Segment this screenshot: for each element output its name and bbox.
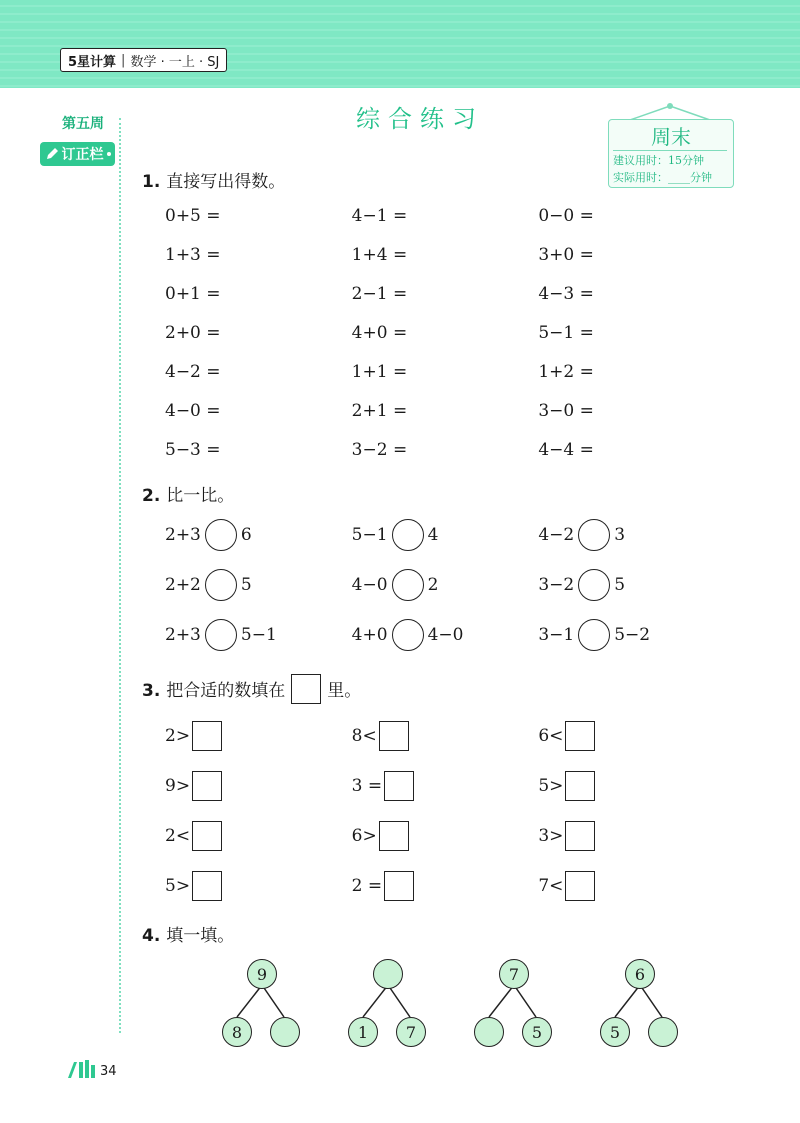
q3-item bbox=[352, 821, 539, 851]
q1-item[interactable]: 1+4 = bbox=[351, 244, 408, 265]
compare-circle[interactable] bbox=[578, 519, 610, 551]
q2-right: 5 bbox=[614, 575, 626, 595]
pencil-icon bbox=[45, 147, 59, 161]
q2-left: 2+2 bbox=[165, 575, 201, 595]
number-bond bbox=[346, 955, 446, 1055]
compare-circle[interactable] bbox=[392, 519, 424, 551]
answer-box[interactable] bbox=[384, 871, 414, 901]
q4-number: 4. bbox=[142, 926, 161, 946]
answer-box[interactable] bbox=[379, 721, 409, 751]
q1-item[interactable]: 1+2 = bbox=[538, 361, 594, 382]
q3-grid bbox=[165, 711, 725, 911]
q1-row bbox=[165, 313, 725, 352]
q3-item bbox=[352, 871, 539, 901]
number-bond bbox=[598, 955, 698, 1055]
q3-number: 3. bbox=[142, 681, 161, 701]
book-label bbox=[60, 48, 227, 72]
q1-item[interactable]: 2−1 = bbox=[351, 283, 408, 304]
q2-item bbox=[538, 569, 725, 601]
q1-row bbox=[165, 352, 725, 391]
q1-item[interactable]: 3+0 = bbox=[538, 244, 594, 265]
q3-row bbox=[165, 811, 725, 861]
q1-item[interactable]: 5−1 = bbox=[538, 322, 594, 343]
compare-circle[interactable] bbox=[205, 519, 237, 551]
q1-row bbox=[165, 391, 725, 430]
q1-row bbox=[165, 196, 725, 235]
q2-item bbox=[352, 619, 539, 651]
q2-left: 4−0 bbox=[351, 575, 388, 595]
answer-box[interactable] bbox=[192, 871, 222, 901]
q1-item[interactable]: 1+1 = bbox=[351, 361, 408, 382]
q3-expr: 3 = bbox=[351, 776, 383, 796]
q1-item[interactable]: 4−1 = bbox=[351, 205, 408, 226]
q2-number: 2. bbox=[142, 486, 161, 506]
bond-top[interactable]: 6 bbox=[625, 959, 655, 989]
q1-grid bbox=[165, 196, 725, 469]
q3-expr: 9> bbox=[165, 776, 191, 796]
q2-left: 2+3 bbox=[165, 625, 201, 645]
compare-circle[interactable] bbox=[578, 569, 610, 601]
page-number: 34 bbox=[100, 1064, 117, 1079]
q3-item bbox=[538, 721, 725, 751]
q2-grid bbox=[165, 510, 725, 660]
q3-item bbox=[165, 721, 352, 751]
q3-expr: 2< bbox=[165, 826, 191, 846]
sign-board bbox=[608, 119, 734, 188]
q1-item[interactable]: 0+5 = bbox=[165, 205, 221, 226]
q1-row bbox=[165, 430, 725, 469]
subject-label: 数学 · 一上 · SJ bbox=[130, 54, 220, 70]
tag-dot bbox=[107, 152, 111, 156]
week-label: 第五周 bbox=[62, 116, 104, 132]
bond-right[interactable] bbox=[648, 1017, 678, 1047]
bond-left[interactable]: 5 bbox=[600, 1017, 630, 1047]
q3-item bbox=[165, 821, 352, 851]
books-icon bbox=[66, 1058, 98, 1080]
actual-time: 实际用时：____分钟 bbox=[613, 171, 712, 184]
bond-right[interactable] bbox=[270, 1017, 300, 1047]
q1-item[interactable]: 4−4 = bbox=[538, 439, 594, 460]
q2-item bbox=[165, 619, 352, 651]
header-separator: | bbox=[121, 52, 126, 68]
header-band bbox=[0, 0, 800, 88]
q3-row bbox=[165, 861, 725, 911]
q3-item bbox=[538, 771, 725, 801]
q2-right: 5 bbox=[240, 575, 252, 595]
q2-left: 4+0 bbox=[351, 625, 388, 645]
bond-left[interactable] bbox=[474, 1017, 504, 1047]
number-bond bbox=[220, 955, 320, 1055]
weekend-sign bbox=[605, 102, 735, 188]
q2-item bbox=[538, 619, 725, 651]
q2-row bbox=[165, 510, 725, 560]
q2-item bbox=[352, 569, 539, 601]
q1-item[interactable]: 4−0 = bbox=[165, 400, 221, 421]
q3-text-before: 把合适的数填在 bbox=[166, 681, 286, 701]
correction-column-divider bbox=[119, 118, 121, 1033]
q2-right: 4−0 bbox=[427, 625, 464, 645]
q3-item bbox=[352, 771, 539, 801]
correction-tag bbox=[40, 142, 115, 166]
q1-item[interactable]: 3−2 = bbox=[351, 439, 408, 460]
q2-left: 2+3 bbox=[165, 525, 201, 545]
q3-item bbox=[352, 721, 539, 751]
q1-item[interactable]: 1+3 = bbox=[165, 244, 221, 265]
suggested-time: 建议用时：15分钟 bbox=[613, 154, 704, 167]
q3-expr: 2 = bbox=[351, 876, 383, 896]
q1-item[interactable]: 0−0 = bbox=[538, 205, 594, 226]
q1-item[interactable]: 5−3 = bbox=[165, 439, 221, 460]
q3-item bbox=[165, 771, 352, 801]
page-title: 综合练习 bbox=[356, 105, 484, 133]
q2-text: 比一比。 bbox=[166, 486, 235, 506]
q2-right: 5−2 bbox=[614, 625, 651, 645]
q1-row bbox=[165, 235, 725, 274]
title-box-icon bbox=[291, 674, 321, 704]
q2-right: 3 bbox=[614, 525, 626, 545]
q3-row bbox=[165, 711, 725, 761]
number-bond bbox=[472, 955, 572, 1055]
q2-item bbox=[165, 569, 352, 601]
bond-top[interactable]: 9 bbox=[247, 959, 277, 989]
bond-left[interactable]: 1 bbox=[348, 1017, 378, 1047]
bond-right[interactable]: 5 bbox=[522, 1017, 552, 1047]
answer-box[interactable] bbox=[192, 721, 222, 751]
q2-right: 4 bbox=[427, 525, 439, 545]
q1-title bbox=[142, 167, 285, 192]
q3-item bbox=[538, 871, 725, 901]
q2-row bbox=[165, 610, 725, 660]
q2-right: 5−1 bbox=[240, 625, 277, 645]
answer-box[interactable] bbox=[384, 771, 414, 801]
q2-left: 3−2 bbox=[538, 575, 575, 595]
compare-circle[interactable] bbox=[392, 619, 424, 651]
q1-text: 直接写出得数。 bbox=[166, 172, 286, 192]
sign-title: 周末 bbox=[651, 125, 691, 149]
answer-box[interactable] bbox=[192, 821, 222, 851]
q2-row bbox=[165, 560, 725, 610]
q3-expr: 8< bbox=[351, 726, 377, 746]
header-pattern bbox=[0, 0, 800, 88]
compare-circle[interactable] bbox=[392, 569, 424, 601]
q2-item bbox=[352, 519, 539, 551]
q1-item[interactable]: 4−2 = bbox=[165, 361, 221, 382]
q3-title bbox=[142, 674, 361, 704]
q3-expr: 7< bbox=[538, 876, 564, 896]
q1-number: 1. bbox=[142, 172, 161, 192]
bond-top[interactable]: 7 bbox=[499, 959, 529, 989]
q3-expr: 5> bbox=[165, 876, 191, 896]
q1-row bbox=[165, 274, 725, 313]
q2-left: 4−2 bbox=[538, 525, 575, 545]
q1-item[interactable]: 4−3 = bbox=[538, 283, 594, 304]
number-bond-trees bbox=[220, 955, 700, 1055]
q3-expr: 6> bbox=[351, 826, 377, 846]
q3-expr: 6< bbox=[538, 726, 564, 746]
bond-right[interactable]: 7 bbox=[396, 1017, 426, 1047]
compare-circle[interactable] bbox=[205, 569, 237, 601]
q3-expr: 5> bbox=[538, 776, 564, 796]
bond-left[interactable]: 8 bbox=[222, 1017, 252, 1047]
q1-item[interactable]: 2+1 = bbox=[351, 400, 408, 421]
q1-item[interactable]: 4+0 = bbox=[351, 322, 408, 343]
answer-box[interactable] bbox=[565, 771, 595, 801]
brand-name: 5星计算 bbox=[68, 54, 117, 70]
answer-box[interactable] bbox=[192, 771, 222, 801]
compare-circle[interactable] bbox=[205, 619, 237, 651]
q1-item[interactable]: 3−0 = bbox=[538, 400, 594, 421]
answer-box[interactable] bbox=[565, 821, 595, 851]
q1-item[interactable]: 0+1 = bbox=[165, 283, 221, 304]
q3-item bbox=[538, 821, 725, 851]
q2-item bbox=[165, 519, 352, 551]
q2-right: 6 bbox=[240, 525, 252, 545]
q3-expr: 3> bbox=[538, 826, 564, 846]
q3-row bbox=[165, 761, 725, 811]
q4-text: 填一填。 bbox=[166, 926, 235, 946]
compare-circle[interactable] bbox=[578, 619, 610, 651]
answer-box[interactable] bbox=[565, 721, 595, 751]
q2-right: 2 bbox=[427, 575, 439, 595]
sign-divider bbox=[613, 150, 727, 151]
q3-item bbox=[165, 871, 352, 901]
q3-expr: 2> bbox=[165, 726, 191, 746]
q2-left: 3−1 bbox=[538, 625, 575, 645]
q2-title bbox=[142, 481, 234, 506]
q2-left: 5−1 bbox=[351, 525, 388, 545]
answer-box[interactable] bbox=[379, 821, 409, 851]
correction-label: 订正栏 bbox=[61, 147, 104, 163]
q4-title bbox=[142, 921, 234, 946]
q3-text-after: 里。 bbox=[327, 681, 362, 701]
q2-item bbox=[538, 519, 725, 551]
answer-box[interactable] bbox=[565, 871, 595, 901]
bond-top[interactable] bbox=[373, 959, 403, 989]
q1-item[interactable]: 2+0 = bbox=[165, 322, 221, 343]
